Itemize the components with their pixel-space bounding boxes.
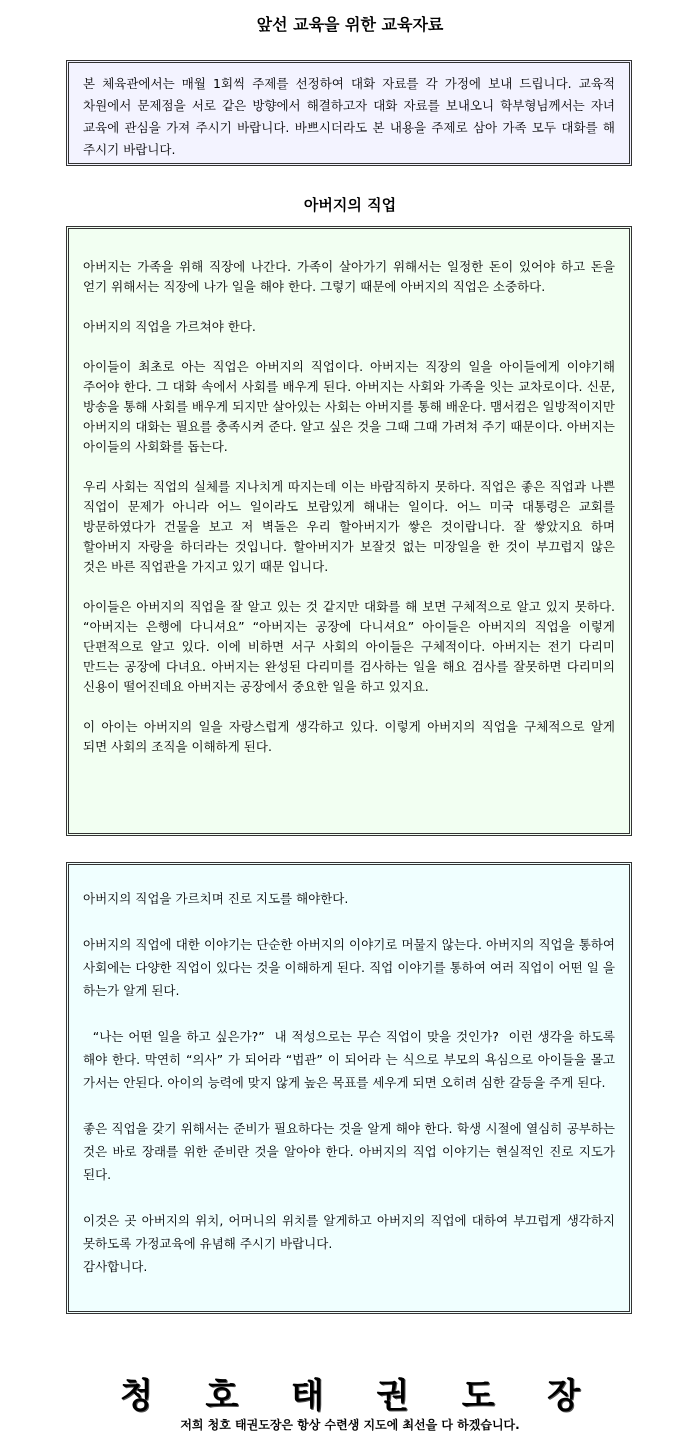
closing-text: 감사합니다. (83, 1259, 148, 1274)
page-title: 앞선 교육을 위한 교육자료 (256, 15, 444, 34)
dojang-name-char: 호 (205, 1376, 239, 1416)
dojang-name-char: 청 (120, 1376, 153, 1416)
dojang-name-char: 도 (461, 1376, 495, 1416)
intro-text: 본 체육관에서는 매월 1회씩 주제를 선정하여 대화 자료를 각 가정에 보내 드립니다. 교육적 차원에서 문제점을 서로 같은 방향에서 해결하고자 대화 자료를 보내오니 학부형님께서는 자녀 교육에 관심을 가져 주시기 바랍니다. 바쁘시더라도 본 내용을 주제로 삼아 가족 모두 대화를 해 주시기 바랍니다. (83, 76, 615, 157)
guidance-box (66, 862, 632, 1314)
guidance-paragraph: 이것은 곳 아버지의 위치, 어머니의 위치를 알게하고 아버지의 직업에 대하여 부끄럽게 생각하지 못하도록 가정교육에 유념해 주시기 바랍니다. (83, 1213, 615, 1251)
article-paragraph: 아버지는 가족을 위해 직장에 나간다. 가족이 살아가기 위해서는 일정한 돈이 있어야 하고 돈을 얻기 위해서는 직장에 나가 일을 해야 한다. 그렇기 때문에 아버지의 직업은 소중하다. (83, 259, 615, 294)
dojang-name (120, 1368, 580, 1417)
article-paragraph: 이 아이는 아버지의 일을 자랑스럽게 생각하고 있다. 이렇게 아버지의 직업을 구체적으로 알게 되면 사회의 조직을 이해하게 된다. (83, 719, 615, 754)
guidance-paragraph: “나는 어떤 일을 하고 싶은가?” 내 적성으로는 무슨 직업이 맞을 것인가? 이런 생각을 하도록 해야 한다. 막연히 “의사” 가 되어라 “법관” 이 되어라 는 식으로 부모의 욕심으로 아이들을 몰고 가서는 안된다. 아이의 능력에 맞지 않게 높은 목표를 세우게 되면 오히려 심한 갈등을 주게 된다. (83, 1029, 619, 1090)
article-paragraph: 아이들이 최초로 아는 직업은 아버지의 직업이다. 아버지는 직장의 일을 아이들에게 이야기해 주어야 한다. 그 대화 속에서 사회를 배우게 된다. 아버지는 사회와 가족을 잇는 교차로이다. 신문, 방송을 통해 사회를 배우게 되지만 살아있는 사회는 아버지를 통해 배운다. 맴서컴은 일방적이지만 아버지의 대화는 필요를 충족시켜 준다. 알고 싶은 것을 그때 그때 가려쳐 주기 때문이다. 아버지는 아이들의 사회화를 돕는다. (83, 359, 615, 454)
article-paragraph: 아이들은 아버지의 직업을 잘 알고 있는 것 같지만 대화를 해 보면 구체적으로 알고 있지 못하다. “아버지는 은행에 다니셔요” “아버지는 공장에 다니셔요” 아이들은 아버지의 직업을 이렇게 단편적으로 알고 있다. 이에 비하면 서구 사회의 아이들은 구체적이다. 아버지는 전기 다리미 만드는 공장에 다녀요. 아버지는 완성된 다리미를 검사하는 일을 해요 검사를 잘못하면 다리미의 신용이 떨어진데요 아버지는 공장에서 중요한 일을 하고 있지요. (83, 599, 615, 694)
article-title: 아버지의 직업 (303, 196, 397, 214)
dojang-name-char: 태 (290, 1376, 324, 1416)
footer-slogan: 저희 청호 태권도장은 항상 수련생 지도에 최선을 다 하겠습니다. (180, 1418, 520, 1432)
dojang-name-char: 장 (547, 1376, 580, 1416)
guidance-paragraph: 아버지의 직업에 대한 이야기는 단순한 아버지의 이야기로 머물지 않는다. 아버지의 직업을 통하여 사회에는 다양한 직업이 있다는 것을 이해하게 된다. 직업 이야기를 통하여 여러 직업이 어떤 일 을 하는가 알게 된다. (83, 937, 615, 998)
intro-box (66, 60, 632, 166)
article-paragraph: 우리 사회는 직업의 실체를 지나치게 따지는데 이는 바람직하지 못하다. 직업은 좋은 직업과 나쁜 직업이 문제가 아니라 어느 일이라도 보람있게 해내는 일이다. 어느 미국 대통령은 교회를 방문하였다가 건물을 보고 저 벽돌은 우리 할아버지가 쌓은 것이랍니다. 잘 쌓았지요 하며 할아버지 자랑을 하더라는 것입니다. 할아버지가 보잘것 없는 미장일을 한 것이 부끄럽지 않은 것은 바른 직업관을 가지고 있기 때문 입니다. (83, 479, 615, 574)
dojang-name-char: 권 (376, 1376, 410, 1416)
article-paragraph: 아버지의 직업을 가르쳐야 한다. (83, 319, 256, 334)
guidance-paragraph: 좋은 직업을 갖기 위해서는 준비가 필요하다는 것을 알게 해야 한다. 학생 시절에 열심히 공부하는 것은 바로 장래를 위한 준비란 것을 알아야 한다. 아버지의 직업 이야기는 현실적인 진로 지도가 된다. (83, 1121, 615, 1182)
guidance-paragraph: 아버지의 직업을 가르치며 진로 지도를 해야한다. (83, 891, 349, 906)
article-box (66, 226, 632, 836)
